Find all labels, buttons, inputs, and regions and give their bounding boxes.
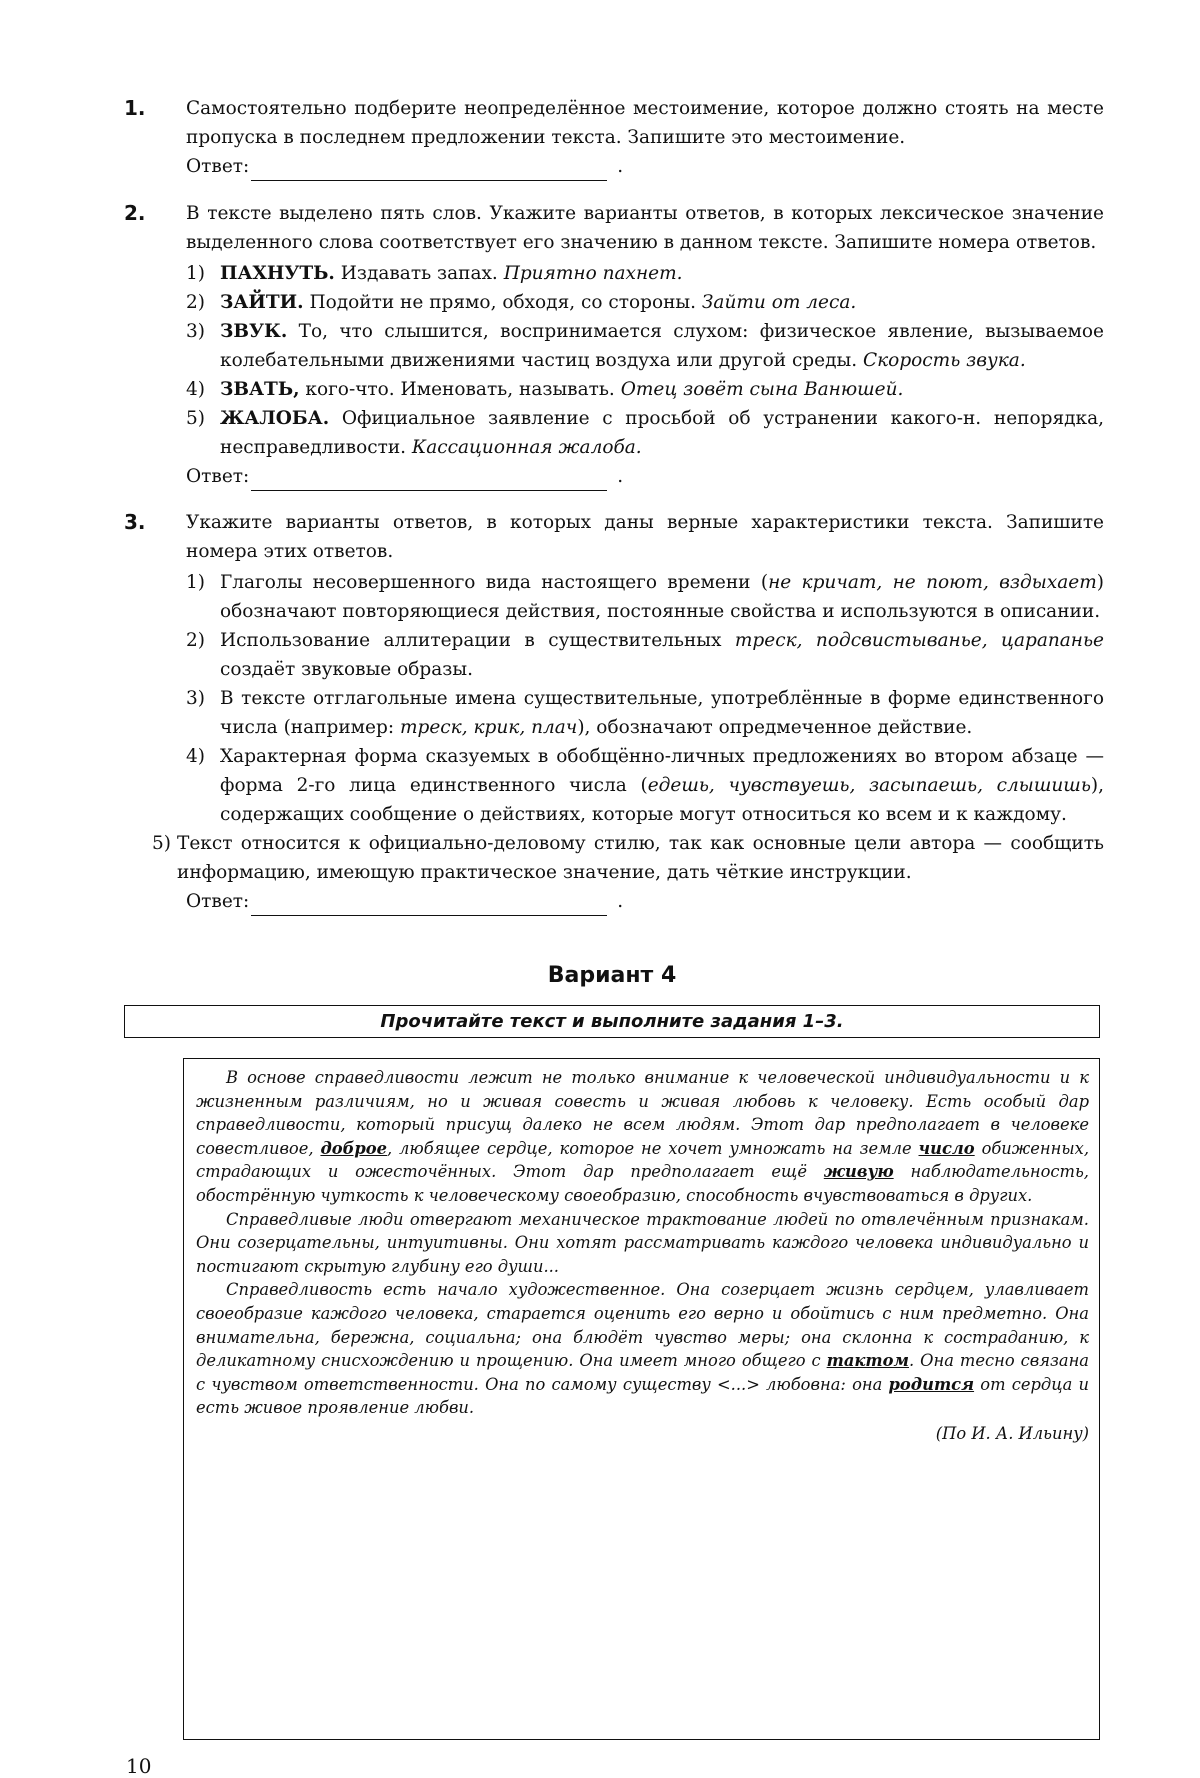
option-number: 2) [186, 292, 205, 313]
option-example: Кассационная жалоба. [411, 437, 642, 458]
answer-row [186, 462, 1104, 491]
task-number: 3. [124, 510, 146, 534]
reading-text-box [183, 1058, 1100, 1740]
paragraph-text: наблюдательность, обострённую чуткость к человеческому своеобразию, способность вчувствоваться в других. [196, 1162, 1089, 1205]
option-4 [186, 375, 1104, 404]
option-text: создаёт звуковые образы. [220, 659, 473, 680]
option-word: ЖАЛОБА. [220, 408, 330, 429]
option-definition: кого-что. Именовать, называть. [299, 379, 621, 400]
paragraph-text: обиженных, страдающих и ожесточённых. Этот дар предполагает ещё [196, 1138, 1090, 1182]
answer-label: Ответ: [186, 891, 250, 912]
option-word: ЗВУК. [220, 321, 288, 342]
option-number: 3) [186, 321, 205, 342]
option-number: 2) [186, 630, 205, 651]
option-5 [152, 829, 1104, 887]
answer-label: Ответ: [186, 156, 250, 177]
task-1 [124, 94, 1104, 181]
option-example: Скорость звука. [862, 350, 1026, 371]
paragraph-text: от сердца и есть живое проявление любви. [196, 1374, 1089, 1418]
answer-row [186, 152, 1104, 181]
option-number: 4) [186, 746, 205, 767]
answer-row [186, 887, 1104, 916]
option-text: Характерная форма сказуемых в обобщённо-личных предложениях во втором абзаце — форма 2-го лица единственного числа ( [220, 746, 1104, 796]
option-text: ), обозначают опредмеченное действие. [577, 717, 973, 738]
paragraph-text: В основе справедливости лежит не только внимание к человеческой индивидуальности и к жизненным различиям, но и живая совесть и живая любовь к человеку. Есть особый дар справедливости, который присущ далеко не всем людям. Этот дар предполагает в человеке совестливое, [196, 1068, 1089, 1158]
answer-field[interactable] [251, 468, 607, 491]
answer-dot: . [617, 891, 624, 912]
option-1 [186, 568, 1104, 626]
highlighted-word: доброе [320, 1138, 387, 1158]
paragraph-text: Справедливость есть начало художественное. Она созерцает жизнь сердцем, улавливает своеобразие каждого человека, старается оценить его верно и обойтись с ним предметно. Она внимательна, бережна, социальна; она блюдёт чувство меры; она склонна к состраданию, к деликатному снисхождению и прощению. Она имеет много общего с [196, 1280, 1089, 1371]
highlighted-word: тактом [826, 1351, 909, 1371]
option-word: ПАХНУТЬ. [220, 263, 335, 284]
answer-dot: . [617, 156, 624, 177]
option-text: Глаголы несовершенного вида настоящего времени ( [220, 572, 769, 593]
task-text: Укажите варианты ответов, в которых даны верные характеристики текста. Запишите номера этих ответов. [186, 512, 1104, 562]
option-example: не кричат, не поют, вздыхает [768, 572, 1097, 593]
task-2 [124, 199, 1104, 491]
option-example: треск, подсвистыванье, царапанье [734, 630, 1104, 651]
option-number: 5) [186, 408, 205, 429]
paragraph-1 [196, 1066, 1089, 1208]
option-2 [186, 288, 1104, 317]
option-example: треск, крик, плач [399, 717, 578, 738]
option-text: ), содержащих сообщение о действиях, которые могут относиться ко всем и к каждому. [220, 775, 1104, 825]
option-2 [186, 626, 1104, 684]
option-text: Текст относится к официально-деловому стилю, так как основные цели автора — сообщить информацию, имеющую практическое значение, дать чёткие инструкции. [177, 833, 1104, 883]
option-number: 4) [186, 379, 205, 400]
option-text: Использование аллитерации в существительных [220, 630, 735, 651]
option-example: Отец зовёт сына Ванюшей. [620, 379, 904, 400]
paragraph-2: Справедливые люди отвергают механическое трактование людей по отвлечённым признакам. Они созерцательны, интуитивны. Они хотят рассматривать каждого человека индивидуально и постигают скрытую глубину его души... [196, 1209, 1089, 1276]
task-3 [124, 508, 1104, 916]
page-number: 10 [126, 1754, 152, 1778]
option-number: 3) [186, 688, 205, 709]
answer-dot: . [617, 466, 624, 487]
highlighted-word: число [918, 1138, 975, 1158]
instruction-box: Прочитайте текст и выполните задания 1–3. [124, 1005, 1100, 1038]
option-text: ) обозначают повторяющиеся действия, постоянные свойства и используются в описании. [220, 572, 1104, 622]
option-3 [186, 684, 1104, 742]
task-number: 1. [124, 96, 146, 120]
option-word: ЗВАТЬ, [220, 379, 300, 400]
option-example: Зайти от леса. [701, 292, 857, 313]
answer-label: Ответ: [186, 466, 250, 487]
option-word: ЗАЙТИ. [220, 292, 304, 313]
paragraph-text: , любящее сердце, которое не хочет умножать на земле [386, 1138, 919, 1158]
answer-field[interactable] [251, 158, 607, 181]
option-3 [186, 317, 1104, 375]
option-definition: Официальное заявление с просьбой об устранении какого-н. непорядка, несправедливости. [220, 408, 1104, 458]
option-example: едешь, чувствуешь, засыпаешь, слышишь [647, 775, 1091, 796]
option-1 [186, 259, 1104, 288]
option-definition: Подойти не прямо, обходя, со стороны. [303, 292, 702, 313]
option-number: 5) [152, 833, 171, 854]
option-text: В тексте отглагольные имена существительные, употреблённые в форме единственного числа (например: [220, 688, 1104, 738]
paragraph-text: . Она тесно связана с чувством ответственности. Она по самому существу <...> любовна: она [196, 1351, 1089, 1394]
answer-field[interactable] [251, 893, 607, 916]
option-number: 1) [186, 572, 205, 593]
task-text: В тексте выделено пять слов. Укажите варианты ответов, в которых лексическое значение выделенного слова соответствует его значению в данном тексте. Запишите номера ответов. [186, 203, 1104, 253]
option-4 [186, 742, 1104, 829]
option-number: 1) [186, 263, 205, 284]
task-text: Самостоятельно подберите неопределённое местоимение, которое должно стоять на месте пропуска в последнем предложении текста. Запишите это местоимение. [186, 98, 1104, 148]
highlighted-word: живую [823, 1162, 894, 1182]
task-number: 2. [124, 201, 146, 225]
text-source: (По И. А. Ильину) [935, 1423, 1089, 1443]
option-definition: Издавать запах. [334, 263, 504, 284]
option-5 [186, 404, 1104, 462]
variant-title: Вариант 4 [547, 963, 677, 988]
highlighted-word: родится [888, 1374, 975, 1394]
option-example: Приятно пахнет. [503, 263, 683, 284]
paragraph-3 [196, 1278, 1089, 1420]
option-definition: То, что слышится, воспринимается слухом: физическое явление, вызываемое колебательными движениями частиц воздуха или другой среды. [220, 321, 1104, 371]
